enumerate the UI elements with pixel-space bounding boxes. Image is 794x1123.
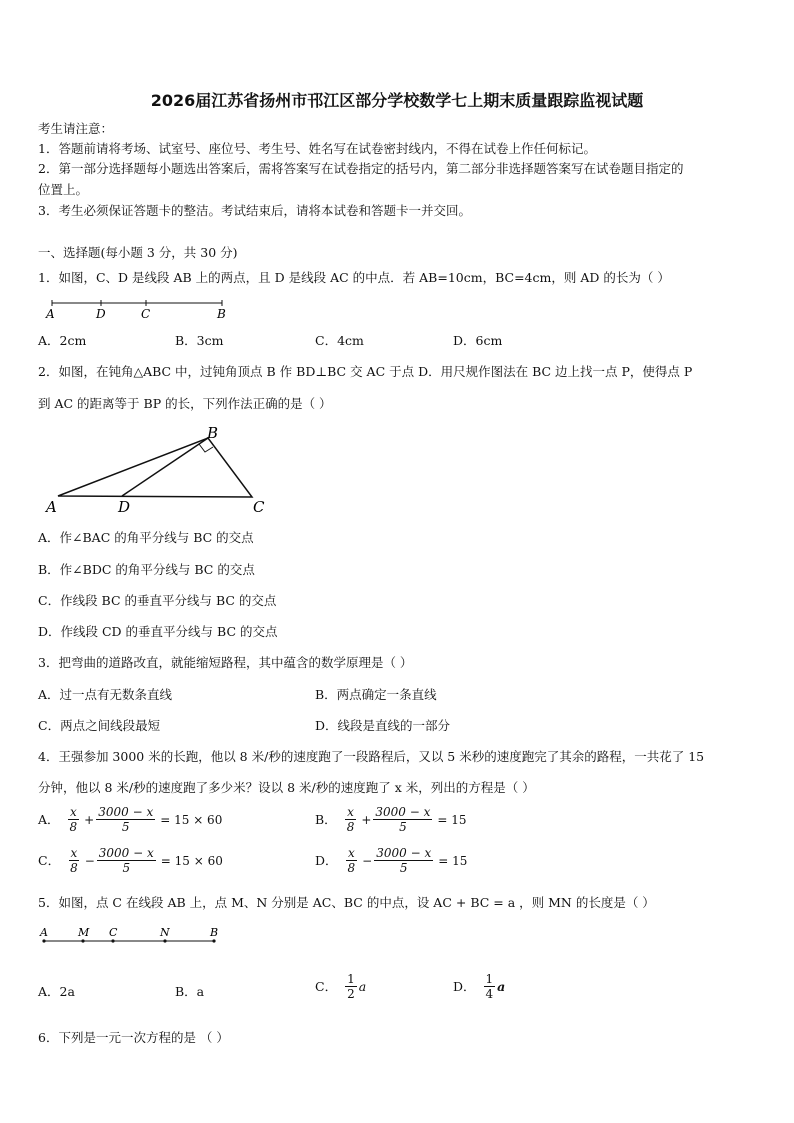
option-label: D．	[453, 978, 476, 994]
q4-option-b: B． $\frac{x}{8}$ + $\frac{3000 - x}{5}$ = 15	[315, 805, 467, 834]
option-label: A．	[38, 811, 60, 827]
q2-label-a: A	[46, 498, 57, 516]
fraction: $\frac{3000 - x}{5}$	[98, 805, 154, 834]
q5-stem: 5．如图，点 C 在线段 AB 上，点 M、N 分别是 AC、BC 的中点，设 AC + BC = a ，则 MN 的长度是（ ）	[38, 895, 655, 910]
q3-option-b: B．两点确定一条直线	[315, 687, 437, 702]
fraction: $\frac{3000 - x}{5}$	[375, 805, 431, 834]
q1-segment-figure	[40, 296, 240, 322]
q4-stem-line2: 分钟，他以 8 米/秒的速度跑了多少米？设以 8 米/秒的速度跑了 x 米，列出的方程是（ ）	[38, 780, 535, 795]
q2-stem-line2: 到 AC 的距离等于 BP 的长，下列作法正确的是（ ）	[38, 396, 332, 411]
q2-option-c: C．作线段 BC 的垂直平分线与 BC 的交点	[38, 593, 277, 608]
q5-label-c: C	[109, 926, 118, 939]
q2-label-c: C	[253, 498, 265, 516]
q4-option-c: C． $\frac{x}{8}$ − $\frac{3000 - x}{5}$ = 15 × 60	[38, 846, 223, 875]
q3-stem: 3．把弯曲的道路改直，就能缩短路程，其中蕴含的数学原理是（ ）	[38, 655, 413, 670]
q2-option-d: D．作线段 CD 的垂直平分线与 BC 的交点	[38, 624, 278, 639]
q5-label-a: A	[40, 926, 48, 939]
q2-label-d: D	[118, 498, 131, 516]
q5-option-d: D． $\frac{1}{4}$ a	[453, 972, 506, 1001]
option-label: C．	[315, 978, 338, 994]
q2-option-a: A．作∠BAC 的角平分线与 BC 的交点	[38, 530, 254, 545]
q6-stem: 6．下列是一元一次方程的是 （ ）	[38, 1030, 229, 1045]
q2-option-b: B．作∠BDC 的角平分线与 BC 的交点	[38, 562, 255, 577]
page-title: 2026届江苏省扬州市邗江区部分学校数学七上期末质量跟踪监视试题	[150, 91, 644, 110]
q5-label-b: B	[210, 926, 219, 939]
option-label: B．	[315, 811, 337, 827]
q1-label-b: B	[217, 307, 226, 321]
q1-option-b: B．3cm	[175, 333, 224, 348]
section-heading: 一、选择题(每小题 3 分，共 30 分)	[38, 245, 238, 260]
q1-label-c: C	[141, 307, 151, 321]
q1-stem: 1．如图，C、D 是线段 AB 上的两点，且 D 是线段 AC 的中点．若 AB=10cm，BC=4cm，则 AD 的长为（ ）	[38, 270, 670, 285]
q5-option-c: C． $\frac{1}{2}$ a	[315, 972, 367, 1001]
notice-item-1: 1．答题前请将考场、试室号、座位号、考生号、姓名写在试卷密封线内，不得在试卷上作任何标记。	[38, 141, 596, 156]
fraction: $\frac{3000 - x}{5}$	[98, 846, 154, 875]
option-label: D．	[315, 852, 338, 868]
notice-heading: 考生请注意：	[38, 121, 114, 136]
fraction: $\frac{1}{4}$	[485, 972, 494, 1001]
fraction: $\frac{x}{8}$	[70, 846, 78, 875]
notice-item-2: 2．第一部分选择题每小题选出答案后，需将答案写在试卷指定的括号内，第二部分非选择题答案写在试卷题目指定的	[38, 161, 684, 176]
q2-triangle-figure	[40, 422, 280, 518]
q2-stem-line1: 2．如图，在钝角△ABC 中，过钝角顶点 B 作 BD⊥BC 交 AC 于点 D．用尺规作图法在 BC 边上找一点 P，使得点 P	[38, 364, 693, 379]
q5-option-b: B．a	[175, 984, 205, 999]
q4-option-a: A． $\frac{x}{8}$ + $\frac{3000 - x}{5}$ = 15 × 60	[38, 805, 223, 834]
q1-label-a: A	[46, 307, 55, 321]
fraction: $\frac{x}{8}$	[69, 805, 78, 834]
q1-label-d: D	[96, 307, 106, 321]
q3-option-a: A．过一点有无数条直线	[38, 687, 173, 702]
q4-option-d: D． $\frac{x}{8}$ − $\frac{3000 - x}{5}$ = 15	[315, 846, 468, 875]
q1-option-c: C．4cm	[315, 333, 364, 348]
q5-label-n: N	[160, 926, 170, 939]
notice-item-2-cont: 位置上。	[38, 182, 89, 197]
q1-option-d: D．6cm	[453, 333, 503, 348]
fraction: $\frac{1}{2}$	[347, 972, 355, 1001]
q2-label-b: B	[207, 424, 219, 442]
fraction: $\frac{x}{8}$	[347, 846, 356, 875]
q1-option-a: A．2cm	[38, 333, 87, 348]
q5-label-m: M	[78, 926, 90, 939]
q5-segment-figure	[38, 924, 228, 950]
q4-stem-line1: 4．王强参加 3000 米的长跑，他以 8 米/秒的速度跑了一段路程后，又以 5 米秒的速度跑完了其余的路程，一共花了 15	[38, 749, 705, 764]
q5-option-a: A．2a	[38, 984, 75, 999]
notice-item-3: 3．考生必须保证答题卡的整洁。考试结束后，请将本试卷和答题卡一并交回。	[38, 203, 471, 218]
q3-option-d: D．线段是直线的一部分	[315, 718, 451, 733]
option-label: C．	[38, 852, 61, 868]
fraction: $\frac{3000 - x}{5}$	[376, 846, 432, 875]
q3-option-c: C．两点之间线段最短	[38, 718, 161, 733]
fraction: $\frac{x}{8}$	[346, 805, 355, 834]
